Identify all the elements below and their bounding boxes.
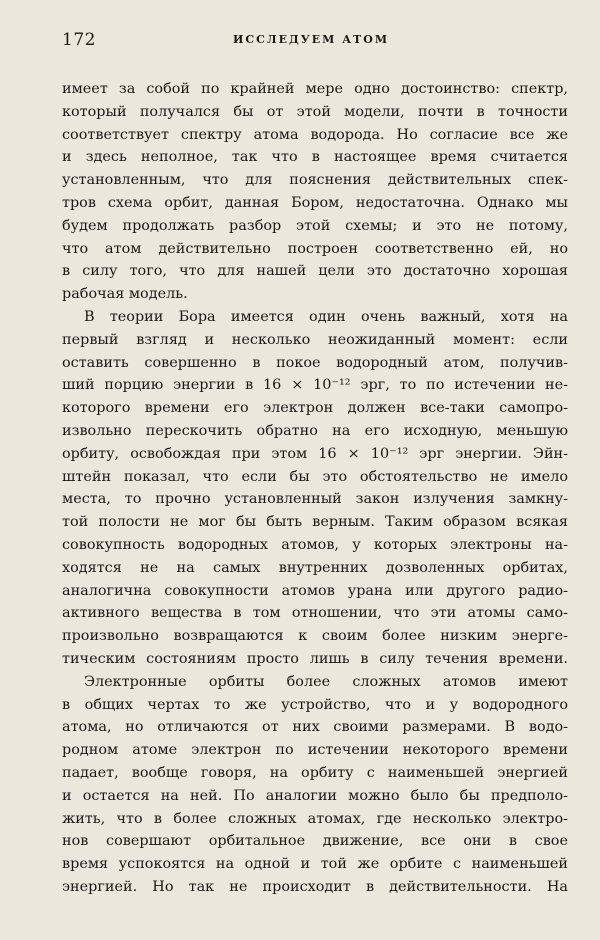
text-line: в общих чертах то же устройство, что и у водородного <box>62 696 568 713</box>
text-line: рабочая модель. <box>62 286 188 303</box>
text-line: установленным, что для пояснения действительных спек- <box>62 172 568 189</box>
text-line: произвольно возвращаются к своим более низким энерге- <box>62 628 568 645</box>
text-line: Электронные орбиты более сложных атомов имеют <box>84 673 568 690</box>
text-line: который получался бы от этой модели, почти в точности <box>62 103 568 120</box>
text-line: родном атоме электрон по истечении некоторого времени <box>62 742 568 759</box>
text-line: в силу того, что для нашей цели это достаточно хорошая <box>62 263 568 280</box>
page-header <box>62 30 560 54</box>
text-line: той полости не мог бы быть верным. Таким образом всякая <box>62 514 568 531</box>
text-line: падает, вообще говоря, на орбиту с наименьшей энергией <box>62 764 568 781</box>
text-line: совокупность водородных атомов, у которых электроны на- <box>62 536 568 553</box>
text-line: тров схема орбит, данная Бором, недостаточна. Однако мы <box>62 194 568 211</box>
text-line: аналогична совокупности атомов урана или другого радио- <box>62 582 568 599</box>
text-line: орбиту, освобождая при этом 16 × 10⁻¹² эрг энергии. Эйн- <box>62 445 568 462</box>
text-line: которого времени его электрон должен все-таки самопро- <box>62 400 568 417</box>
text-line: соответствует спектру атома водорода. Но согласие все же <box>62 126 568 143</box>
text-line: активного вещества в том отношении, что эти атомы само- <box>62 605 568 622</box>
text-line: жить, что в более сложных атомах, где несколько электро- <box>62 810 568 827</box>
text-line: места, то прочно установленный закон излучения замкну- <box>62 491 568 508</box>
text-line: нов совершают орбитальное движение, все они в свое <box>62 833 568 850</box>
text-line: штейн показал, что если бы это обстоятельство не имело <box>62 468 568 485</box>
text-line: оставить совершенно в покое водородный атом, получив- <box>62 354 568 371</box>
text-line: атома, но отличаются от них своими размерами. В водо- <box>62 719 568 736</box>
text-line: извольно перескочить обратно на его исходную, меньшую <box>62 422 568 439</box>
paragraph <box>62 78 568 306</box>
text-line: ходятся не на самых внутренних дозволенных орбитах, <box>62 559 568 576</box>
text-line: будем продолжать разбор этой схемы; и это не потому, <box>62 217 568 234</box>
text-line: ший порцию энергии в 16 × 10⁻¹² эрг, то по истечении не- <box>62 377 568 394</box>
paragraph <box>62 671 568 899</box>
text-line: и остается на ней. По аналогии можно было бы предполо- <box>62 787 568 804</box>
text-line: и здесь неполное, так что в настоящее время считается <box>62 149 568 166</box>
text-line: тическим состояниям просто лишь в силу течения времени. <box>62 650 568 667</box>
text-line: энергией. Но так не происходит в действительности. На <box>62 878 568 895</box>
paragraph <box>62 306 568 671</box>
text-line: первый взгляд и несколько неожиданный момент: если <box>62 331 568 348</box>
text-line: что атом действительно построен соответственно ей, но <box>62 240 568 257</box>
text-line: В теории Бора имеется один очень важный, хотя на <box>84 308 568 325</box>
text-line: имеет за собой по крайней мере одно достоинство: спектр, <box>62 81 568 97</box>
text-line: время успокоятся на одной и той же орбите с наименьшей <box>62 856 568 873</box>
body-text <box>62 78 568 899</box>
page-number: 172 <box>62 30 96 50</box>
running-title: ИССЛЕДУЕМ АТОМ <box>232 33 389 46</box>
